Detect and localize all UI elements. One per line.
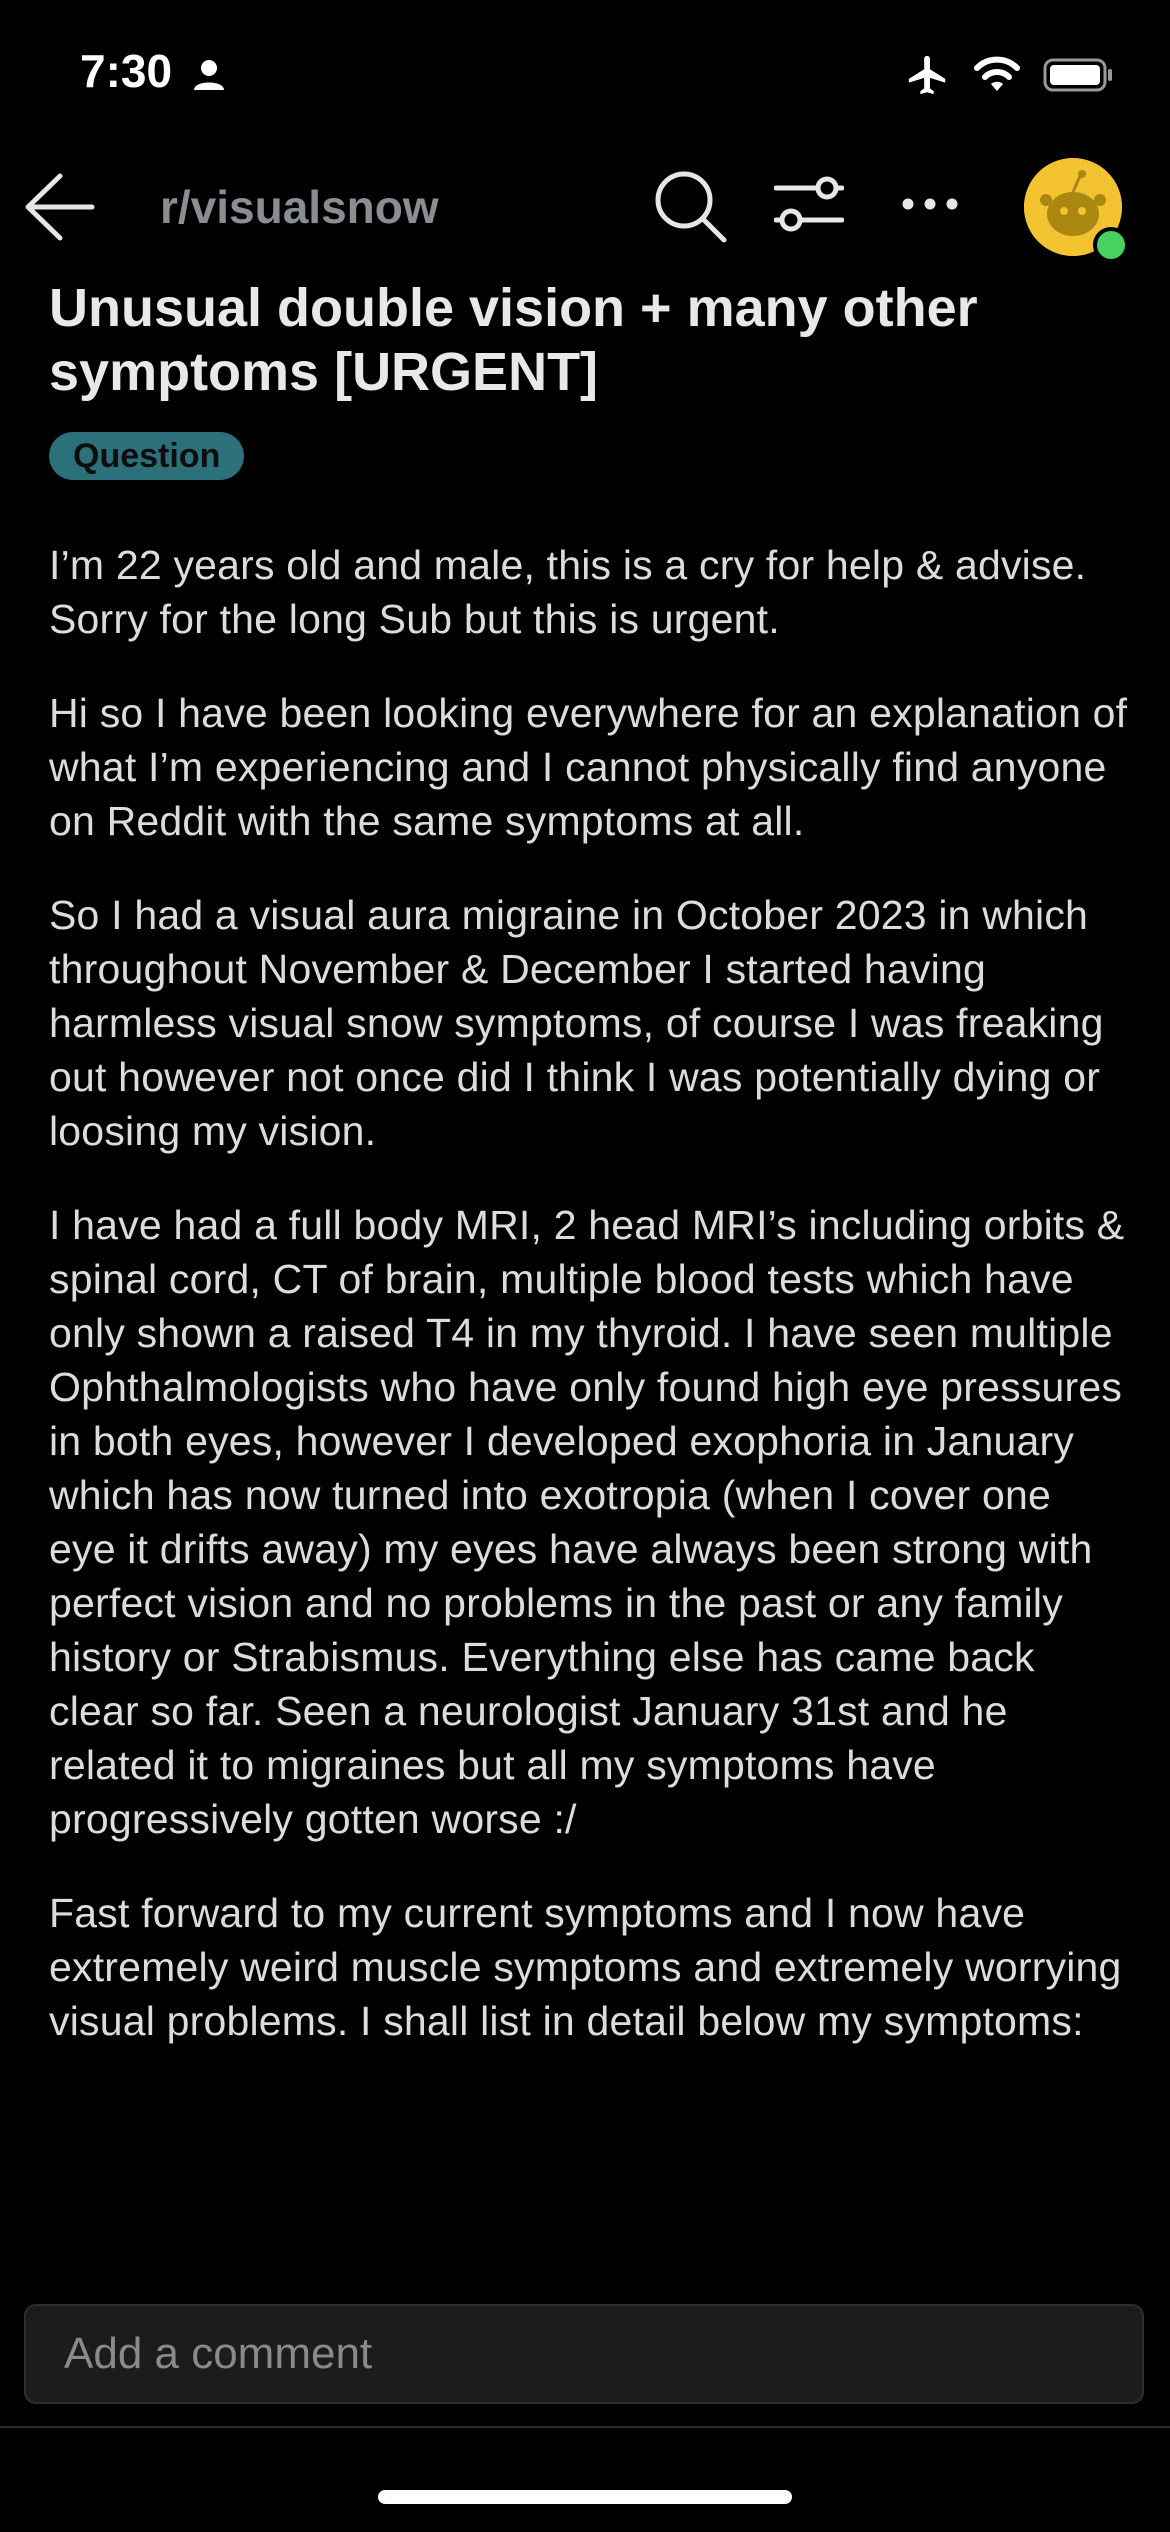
airplane-icon — [905, 52, 951, 103]
back-arrow-icon[interactable] — [22, 172, 96, 247]
more-icon[interactable] — [900, 196, 960, 217]
post-paragraph: Hi so I have been looking everywhere for an explanation of what I’m experiencing and I cannot physically find anyone on Reddit with the same symptoms at all. — [49, 690, 1128, 844]
post-paragraph: I’m 22 years old and male, this is a cry for help & advise. Sorry for the long Sub but this is urgent. — [49, 542, 1087, 642]
person-icon — [192, 58, 226, 97]
battery-icon — [1043, 57, 1115, 98]
comment-input[interactable]: Add a comment — [24, 2304, 1144, 2404]
search-icon[interactable] — [652, 168, 728, 249]
content-clip — [0, 2248, 1170, 2270]
post-flair[interactable]: Question — [49, 432, 244, 480]
wifi-icon — [973, 55, 1021, 100]
post-paragraph: I have had a full body MRI, 2 head MRI’s including orbits & spinal cord, CT of brain, multiple blood tests which have only shown a raised T4 in my thyroid. I have seen multiple Ophthalmologists who have only found high eye pressures in both eyes, however I developed exophoria in January which has now turned into exotropia (when I cover one eye it drifts away) my eyes have always been strong with perfect vision and no problems in the past or any family history or Strabismus. Everything else has came back clear so far. Seen a neurologist January 31st and he related it to migraines but all my symptoms have progressively gotten worse :/ — [49, 1202, 1125, 1842]
post-body — [49, 538, 1129, 2268]
post-title: Unusual double vision + many other symptoms [URGENT] — [49, 278, 978, 402]
post-paragraph: So I had a visual aura migraine in October 2023 in which throughout November & December I started having harmless visual snow symptoms, of course I was freaking out however not once did I think I was potentially dying or loosing my vision. — [49, 892, 1104, 1154]
filter-icon[interactable] — [774, 172, 844, 243]
status-bar — [0, 0, 1170, 150]
post-paragraph: Fast forward to my current symptoms and I now have extremely weird muscle symptoms and extremely worrying visual problems. I shall list in detail below my symptoms: — [49, 1890, 1122, 2044]
home-indicator[interactable] — [378, 2490, 792, 2504]
status-icons — [905, 52, 1115, 103]
status-time: 7:30 — [80, 45, 173, 97]
divider — [0, 2426, 1170, 2428]
online-status-dot — [1093, 227, 1129, 263]
subreddit-name[interactable]: r/visualsnow — [160, 181, 439, 233]
